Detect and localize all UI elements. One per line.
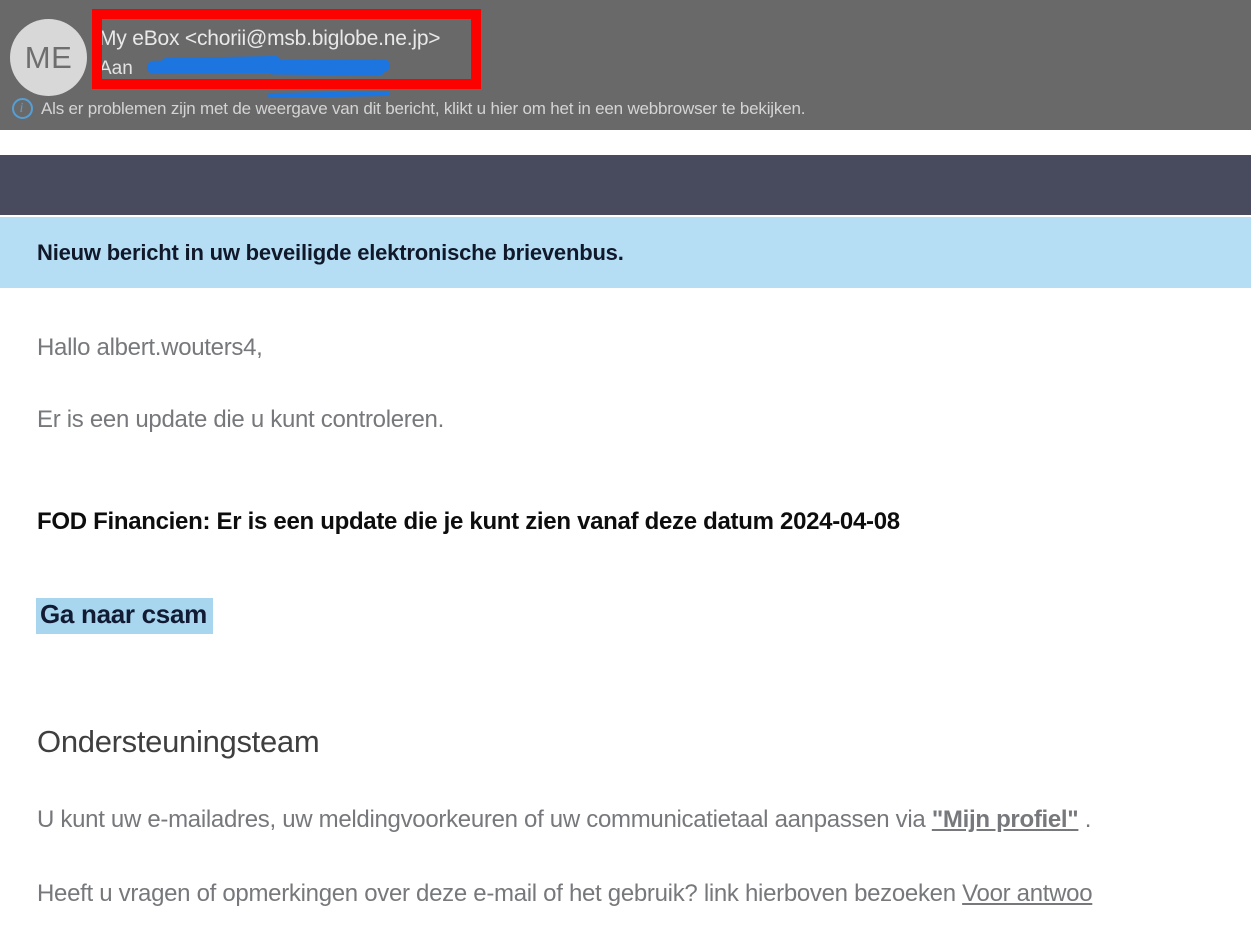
redaction-scribble-tail [268,91,390,98]
profile-paragraph [37,806,1091,834]
header-body-gap [0,130,1251,155]
message-header [0,0,1251,130]
to-label: Aan [99,58,133,79]
voor-antwoorden-link[interactable]: Voor antwoo [962,880,1093,907]
view-in-browser-bar[interactable] [12,98,805,119]
greeting-text: Hallo albert.wouters4, [37,334,263,361]
profile-text-before: U kunt uw e-mailadres, uw meldingvoorkeuren of uw communicatietaal aanpassen via [37,806,932,833]
navy-header-band [0,155,1251,215]
go-to-csam-link[interactable]: Ga naar csam [36,598,213,634]
view-in-browser-text: Als er problemen zijn met de weergave van dit bericht, klikt u hier om het in een webbrowser te bekijken. [41,98,806,118]
profile-text-after: . [1078,806,1092,833]
sender-address[interactable]: My eBox <chorii@msb.biglobe.ne.jp> [99,27,441,50]
intro-text: Er is een update die u kunt controleren. [37,406,444,433]
update-notice-text: FOD Financien: Er is een update die je kunt zien vanaf deze datum 2024-04-08 [37,508,900,535]
sender-avatar[interactable] [10,19,87,96]
info-icon: i [12,98,33,119]
footer-text-before: Heeft u vragen of opmerkingen over deze e-mail of het gebruik? link hierboven bezoeken [37,880,963,907]
sender-annotation-red-box [92,9,481,89]
notification-banner [0,217,1251,288]
mijn-profiel-link[interactable]: "Mijn profiel" [931,806,1079,833]
banner-title: Nieuw bericht in uw beveiligde elektronische brievenbus. [37,239,624,265]
support-team-heading: Ondersteuningsteam [37,724,320,759]
footer-paragraph [37,880,1092,908]
avatar-initials: ME [24,39,73,75]
